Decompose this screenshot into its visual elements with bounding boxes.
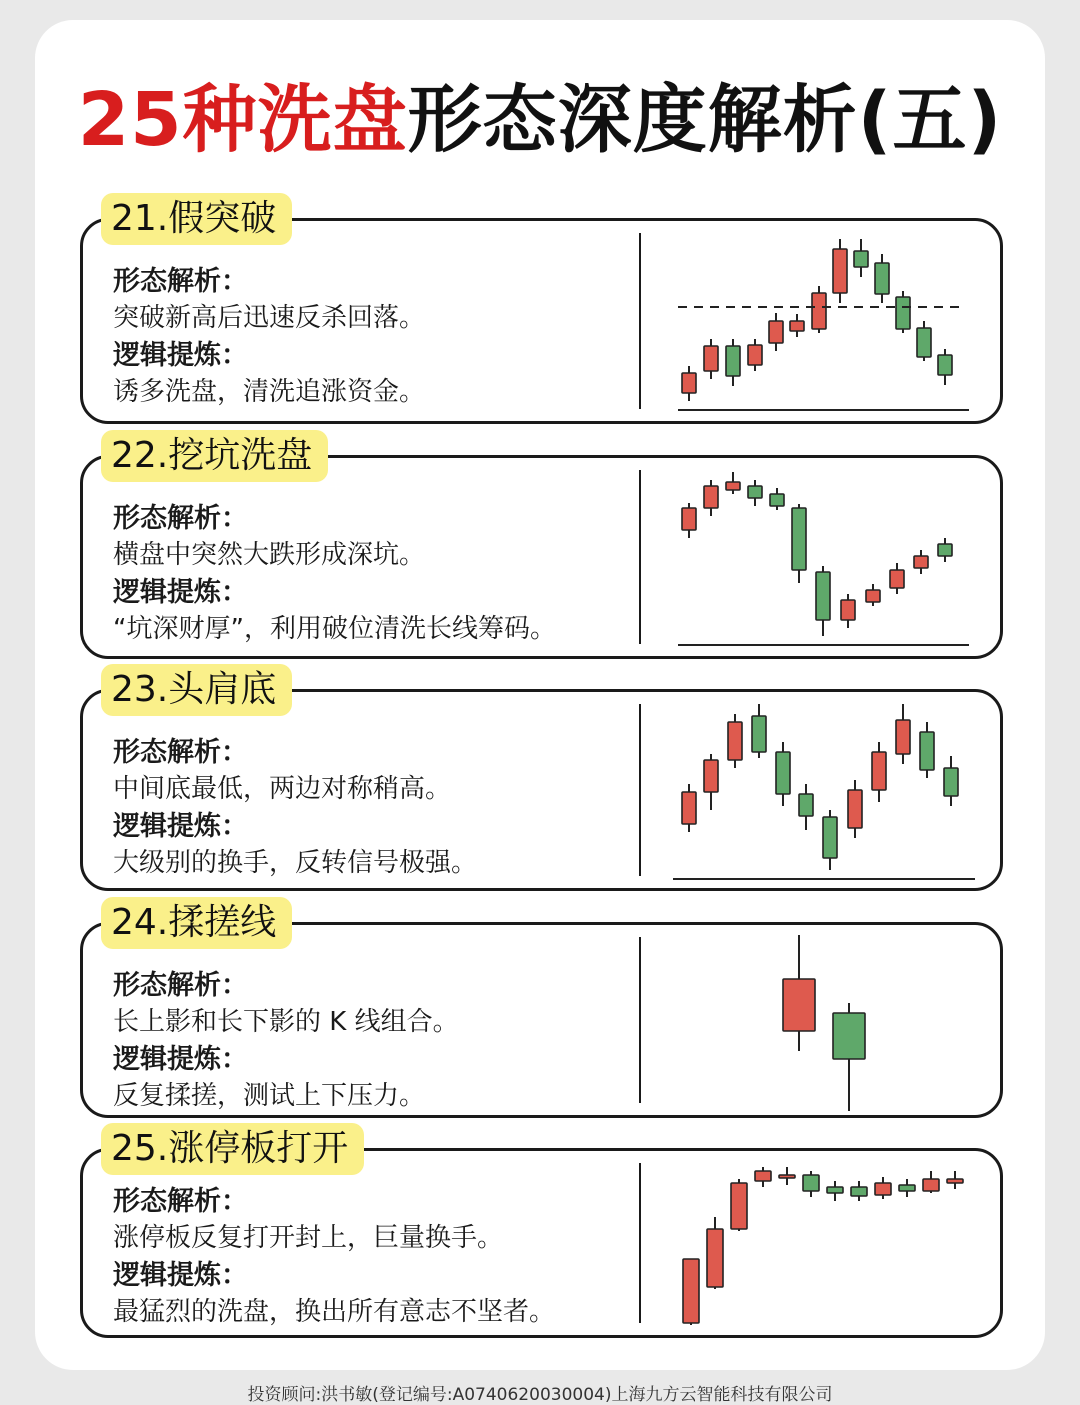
up-candle xyxy=(731,1179,747,1231)
section-rubbing-line xyxy=(80,902,1003,1118)
down-candle xyxy=(938,349,952,385)
up-candle xyxy=(875,1177,891,1199)
section-tag: 22.挖坑洗盘 xyxy=(101,430,328,482)
down-candle xyxy=(799,784,813,830)
down-candle xyxy=(875,254,889,303)
down-candle xyxy=(726,339,740,386)
up-candle xyxy=(683,1259,699,1325)
down-candle xyxy=(944,756,958,806)
form-label: 形态解析： xyxy=(113,266,248,297)
down-candle xyxy=(748,480,762,506)
down-candle xyxy=(896,291,910,333)
logic-text: 大级别的换手，反转信号极强。 xyxy=(113,848,478,878)
up-candle xyxy=(923,1171,939,1193)
logic-text: 反复揉搓，测试上下压力。 xyxy=(113,1081,426,1111)
down-candle xyxy=(827,1181,843,1201)
form-label: 形态解析： xyxy=(113,737,248,768)
section-tag: 21.假突破 xyxy=(101,193,292,245)
logic-label: 逻辑提炼： xyxy=(113,1044,248,1075)
up-candle xyxy=(890,563,904,594)
up-candle xyxy=(848,780,862,838)
up-candle xyxy=(872,742,886,802)
section-tag: 23.头肩底 xyxy=(101,664,292,716)
up-candle xyxy=(704,754,718,810)
up-candle xyxy=(866,584,880,606)
up-candle xyxy=(726,472,740,494)
logic-label: 逻辑提炼： xyxy=(113,1260,248,1291)
up-candle xyxy=(833,239,847,303)
up-candle xyxy=(755,1167,771,1187)
section-text xyxy=(113,263,633,411)
up-candle xyxy=(783,935,815,1051)
candlestick-illustration xyxy=(663,458,983,662)
up-candle xyxy=(769,313,783,351)
down-candle xyxy=(792,504,806,583)
logic-text: 最猛烈的洗盘，换出所有意志不坚者。 xyxy=(113,1297,556,1327)
form-label: 形态解析： xyxy=(113,970,248,1001)
up-candle xyxy=(707,1217,723,1289)
down-candle xyxy=(833,1003,865,1111)
up-candle xyxy=(682,784,696,832)
section-dig-pit xyxy=(80,435,1003,659)
up-candle xyxy=(896,704,910,764)
divider xyxy=(639,1163,641,1323)
form-label: 形态解析： xyxy=(113,1186,248,1217)
candlestick-illustration xyxy=(663,692,983,894)
down-candle xyxy=(752,704,766,758)
section-tag: 24.揉搓线 xyxy=(101,897,292,949)
divider xyxy=(639,704,641,876)
down-candle xyxy=(899,1179,915,1197)
form-text: 突破新高后迅速反杀回落。 xyxy=(113,303,426,333)
section-head-shoulders-bottom xyxy=(80,669,1003,891)
candlestick-illustration xyxy=(663,925,983,1121)
section-false-breakout xyxy=(80,198,1003,424)
up-candle xyxy=(914,550,928,574)
logic-label: 逻辑提炼： xyxy=(113,811,248,842)
divider xyxy=(639,937,641,1103)
logic-label: 逻辑提炼： xyxy=(113,340,248,371)
down-candle xyxy=(823,810,837,870)
up-candle xyxy=(704,339,718,379)
form-text: 中间底最低，两边对称稍高。 xyxy=(113,774,452,804)
down-candle xyxy=(816,566,830,636)
up-candle xyxy=(704,480,718,516)
title-highlight: 25种洗盘 xyxy=(77,77,408,163)
form-text: 长上影和长下影的 K 线组合。 xyxy=(113,1007,459,1037)
up-candle xyxy=(779,1167,795,1185)
up-candle xyxy=(682,503,696,538)
down-candle xyxy=(770,488,784,510)
up-candle xyxy=(790,314,804,337)
title-rest: 形态深度解析(五) xyxy=(407,77,1003,163)
divider xyxy=(639,233,641,409)
up-candle xyxy=(748,339,762,371)
candlestick-illustration xyxy=(663,221,983,427)
logic-text: “坑深财厚”，利用破位清洗长线筹码。 xyxy=(113,614,556,644)
down-candle xyxy=(938,538,952,562)
up-candle xyxy=(947,1171,963,1189)
section-text xyxy=(113,1183,633,1331)
form-text: 涨停板反复打开封上，巨量换手。 xyxy=(113,1223,504,1253)
down-candle xyxy=(854,239,868,277)
down-candle xyxy=(851,1181,867,1201)
up-candle xyxy=(841,594,855,628)
candlestick-illustration xyxy=(663,1151,983,1341)
up-candle xyxy=(812,286,826,333)
down-candle xyxy=(917,321,931,361)
down-candle xyxy=(776,742,790,806)
page-title xyxy=(0,70,1080,170)
logic-text: 诱多洗盘，清洗追涨资金。 xyxy=(113,377,426,407)
down-candle xyxy=(920,722,934,778)
section-text xyxy=(113,734,633,882)
section-text xyxy=(113,967,633,1115)
form-label: 形态解析： xyxy=(113,503,248,534)
section-tag: 25.涨停板打开 xyxy=(101,1123,364,1175)
form-text: 横盘中突然大跌形成深坑。 xyxy=(113,540,426,570)
up-candle xyxy=(682,366,696,401)
divider xyxy=(639,470,641,644)
up-candle xyxy=(728,714,742,768)
footer-disclaimer: 投资顾问:洪书敏(登记编号:A0740620030004)上海九方云智能科技有限公司 xyxy=(247,1385,833,1405)
section-limit-up-open xyxy=(80,1128,1003,1338)
logic-label: 逻辑提炼： xyxy=(113,577,248,608)
section-text xyxy=(113,500,633,648)
down-candle xyxy=(803,1171,819,1197)
